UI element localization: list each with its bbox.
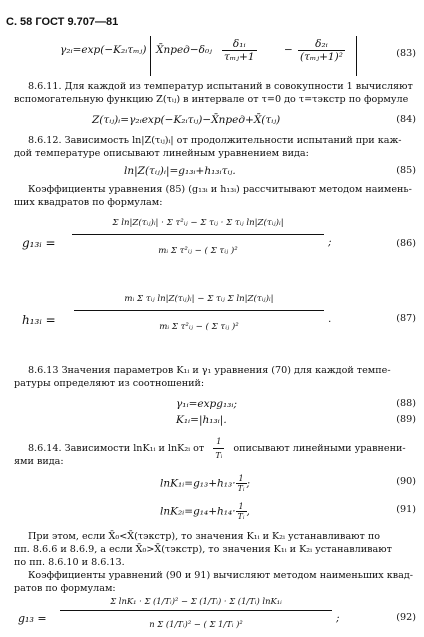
eq90-number: (90) <box>396 476 416 487</box>
eq92-numerator: Σ lnK₁ · Σ (1/Tᵢ)² − Σ (1/Tᵢ) · Σ (1/Tᵢ) lnK₁ᵢ <box>60 596 332 611</box>
eq83-frac2 <box>298 38 345 63</box>
eq86-denominator: mᵢ Σ τ²ᵢⱼ − ( Σ τᵢⱼ )² <box>158 246 238 256</box>
eq83-part1: X̄пред−δ₀ⱼ <box>156 44 212 56</box>
eq83-den1: τₘⱼ+1 <box>224 51 255 63</box>
eq90-frac <box>236 474 247 493</box>
pthis-line2: пп. 8.6.6 и 8.6.9, а если X̄₀>X̄(τэкстр), то значения K₁ᵢ и K₂ᵢ устанавливают <box>14 544 392 555</box>
eq87-denominator: mᵢ Σ τ²ᵢⱼ − ( Σ τᵢⱼ )² <box>159 322 239 332</box>
eq90-body <box>160 474 250 493</box>
p8611-line1: 8.6.11. Для каждой из температур испытаний в совокупности 1 вычисляют <box>28 81 413 92</box>
p8613-line1: 8.6.13 Значения параметров K₁ᵢ и γ₁ уравнения (70) для каждой темпе- <box>28 365 391 376</box>
p8612-line2: дой температуре описывают линейным уравнением вида: <box>14 148 309 159</box>
eq83-lhs: γ₂ᵢ=exp(−K₂ᵢτₘⱼ) <box>60 44 147 56</box>
pthis-line4: Коэффициенты уравнений (90 и 91) вычисляют методом наименьших квад- <box>28 570 413 581</box>
eq90-frac-den: Tᵢ <box>237 484 245 493</box>
eq87-tail: . <box>328 313 332 325</box>
p8614-line1 <box>28 435 406 462</box>
eq83-frac1 <box>222 38 257 63</box>
eq84-body: Z(τᵢⱼ)ᵢ=γ₂ᵢexp(−K₂ᵢτᵢⱼ)−X̄пред+X̄(τᵢⱼ) <box>92 114 281 126</box>
p8614-frac <box>213 435 224 462</box>
eq91-body <box>160 502 250 521</box>
eq91-number: (91) <box>396 504 416 515</box>
eq89-body: K₁ᵢ=|h₁₃ᵢ|. <box>176 414 227 426</box>
eq90-lhs: lnK₁ᵢ=g₁₃+h₁₃· <box>160 477 236 490</box>
pcoef-line2: ших квадратов по формулам: <box>14 197 163 208</box>
pthis-line3: по пп. 8.6.10 и 8.6.13. <box>14 557 125 568</box>
eq91-frac <box>236 502 247 521</box>
eq83-num2: δ₂ᵢ <box>298 38 345 51</box>
eq89-number: (89) <box>396 414 416 425</box>
pthis-line1: При этом, если X̄₀<X̄(τэкстр), то значения K₁ᵢ и K₂ᵢ устанавливают по <box>28 531 381 542</box>
eq88-number: (88) <box>396 398 416 409</box>
eq86-lhs: g₁₃ᵢ = <box>22 236 56 250</box>
eq91-frac-num: 1 <box>236 502 247 512</box>
p8614-line2: ями вида: <box>14 456 64 467</box>
eq91-frac-den: Tᵢ <box>237 512 245 521</box>
eq90-frac-num: 1 <box>236 474 247 484</box>
eq86-number: (86) <box>396 238 416 249</box>
eq85-body: ln|Z(τᵢⱼ)ᵢ|=g₁₃ᵢ+h₁₃ᵢτᵢⱼ. <box>124 165 236 177</box>
eq92-denominator: n Σ (1/Tᵢ)² − ( Σ 1/Tᵢ )² <box>149 619 243 629</box>
abs-bar-right <box>356 36 357 76</box>
p8612-line1: 8.6.12. Зависимость ln|Z(τᵢⱼ)ᵢ| от продолжительности испытаний при каж- <box>28 135 402 146</box>
eq92-number: (92) <box>396 612 416 623</box>
eq91-tail: , <box>246 505 250 518</box>
p8614-frac-den: Tᵢ <box>215 451 223 460</box>
p8614-text-a: 8.6.14. Зависимости lnK₁ᵢ и lnK₂ᵢ от <box>28 443 205 454</box>
p8611-line2: вспомогательную функцию Z(τᵢⱼ) в интервале от τ=0 до τ=τэкстр по формуле <box>14 94 409 105</box>
p8613-line2: ратуры определяют из соотношений: <box>14 378 205 389</box>
pthis-line5: ратов по формулам: <box>14 583 116 594</box>
eq85-number: (85) <box>396 165 416 176</box>
eq87-number: (87) <box>396 313 416 324</box>
eq91-lhs: lnK₂ᵢ=g₁₄+h₁₄· <box>160 505 236 518</box>
eq86-tail: ; <box>328 236 332 248</box>
eq84-number: (84) <box>396 114 416 125</box>
p8614-text-b: описывают линейными уравнени- <box>233 443 406 454</box>
eq87-numerator: mᵢ Σ τᵢⱼ ln|Z(τᵢⱼ)ᵢ| − Σ τᵢⱼ Σ ln|Z(τᵢⱼ)ᵢ| <box>74 294 324 311</box>
eq83-num1: δ₁ᵢ <box>222 38 257 51</box>
eq86-numerator: Σ ln|Z(τᵢⱼ)ᵢ| · Σ τ²ᵢⱼ − Σ τᵢⱼ · Σ τᵢⱼ ln|Z(τᵢⱼ)ᵢ| <box>72 218 324 235</box>
eq83-minus: − <box>284 44 293 56</box>
eq83-den2: (τₘⱼ+1)² <box>300 51 343 63</box>
p8614-frac-num: 1 <box>213 435 224 449</box>
abs-bar-left <box>150 36 151 76</box>
eq92-tail: ; <box>336 612 340 624</box>
eq87-lhs: h₁₃ᵢ = <box>22 313 56 327</box>
pcoef-line1: Коэффициенты уравнения (85) (g₁₃ᵢ и h₁₃ᵢ) рассчитывают методом наимень- <box>28 184 412 195</box>
eq90-tail: ; <box>246 477 251 490</box>
eq92-lhs: g₁₃ = <box>18 612 47 625</box>
page-header: С. 58 ГОСТ 9.707—81 <box>6 16 119 28</box>
eq83-number: (83) <box>396 48 416 59</box>
eq88-body: γ₁ᵢ=expg₁₃ᵢ; <box>176 398 238 410</box>
